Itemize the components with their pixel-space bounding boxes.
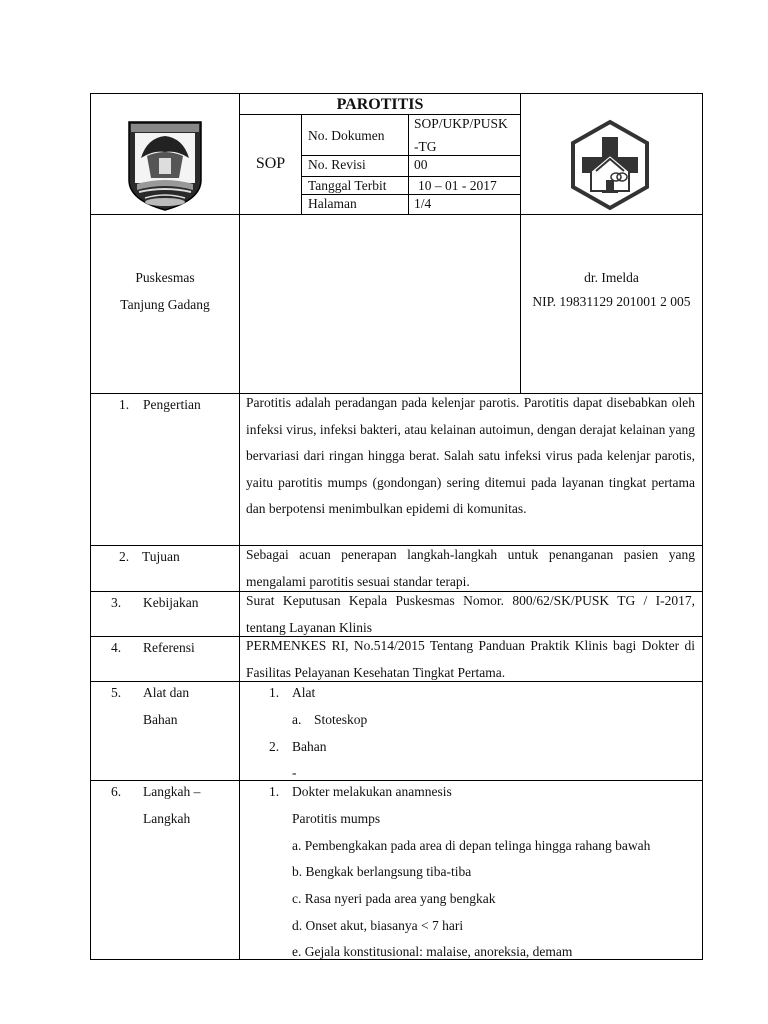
section-number: 3. xyxy=(111,595,122,610)
list-item: Bahan xyxy=(292,739,327,754)
regency-emblem-logo xyxy=(127,120,203,212)
doc-number-label: No. Dokumen xyxy=(308,128,385,143)
puskesmas-logo xyxy=(569,119,651,211)
page-label: Halaman xyxy=(308,196,357,211)
section-text: PERMENKES RI, No.514/2015 Tentang Panduan Praktik Klinis bagi Dokter di Fasilitas Pelayanan Kesehatan Tingkat Pertama. xyxy=(246,638,695,680)
list-letter: a. xyxy=(292,712,302,727)
section-title: Alat dan xyxy=(143,685,190,700)
list-number: 2. xyxy=(269,739,280,754)
list-item: Stoteskop xyxy=(314,712,368,727)
list-item: Alat xyxy=(292,685,316,700)
list-item: d. Onset akut, biasanya < 7 hari xyxy=(292,918,464,933)
org-location: Tanjung Gadang xyxy=(120,297,210,312)
document-title: PAROTITIS xyxy=(336,96,424,113)
org-name: Puskesmas xyxy=(135,270,195,285)
section-number: 1. xyxy=(119,397,130,412)
section-number: 5. xyxy=(111,685,122,700)
list-number: 1. xyxy=(269,784,280,799)
section-title-cont: Langkah xyxy=(143,811,191,826)
sop-label: SOP xyxy=(255,155,286,172)
list-number: 1. xyxy=(269,685,280,700)
section-title-cont: Bahan xyxy=(143,712,178,727)
section-text: Sebagai acuan penerapan langkah-langkah untuk penanganan pasien yang mengalami parotitis sesuai standar terapi. xyxy=(246,547,695,589)
doc-number-value: SOP/UKP/PUSK xyxy=(414,116,508,131)
section-title: Kebijakan xyxy=(143,595,199,610)
section-text: Parotitis adalah peradangan pada kelenjar parotis. Parotitis dapat disebabkan oleh infeksi virus, infeksi bakteri, atau kelainan autoimun, dengan derajat kelainan yang bervariasi dari ringan hingga berat. Salah satu infeksi virus pada kelenjar parotis, yaitu parotitis mumps (gondongan) sering ditemui pada layanan tingkat pertama dan berpotensi menimbulkan epidemi di komunitas. xyxy=(246,395,695,517)
issue-date-value: 10 – 01 - 2017 xyxy=(418,178,497,193)
list-subheading: Parotitis mumps xyxy=(292,811,381,826)
section-number: 2. xyxy=(119,549,130,564)
section-title: Tujuan xyxy=(142,549,180,564)
list-item: Dokter melakukan anamnesis xyxy=(292,784,452,799)
doc-number-value-cont: -TG xyxy=(414,139,437,154)
section-number: 6. xyxy=(111,784,122,799)
issue-date-label: Tanggal Terbit xyxy=(308,178,387,193)
section-title: Pengertian xyxy=(143,397,201,412)
signatory-nip: NIP. 19831129 201001 2 005 xyxy=(532,294,691,309)
list-item: a. Pembengkakan pada area di depan telinga hingga rahang bawah xyxy=(292,838,651,853)
revision-label: No. Revisi xyxy=(308,157,366,172)
list-item: - xyxy=(292,765,297,780)
list-item: e. Gejala konstitusional: malaise, anoreksia, demam xyxy=(292,944,573,959)
section-text: Surat Keputusan Kepala Puskesmas Nomor. 800/62/SK/PUSK TG / I-2017, tentang Layanan Klinis xyxy=(246,593,695,635)
list-item: b. Bengkak berlangsung tiba-tiba xyxy=(292,864,472,879)
section-title: Referensi xyxy=(143,640,195,655)
section-title: Langkah – xyxy=(143,784,201,799)
list-item: c. Rasa nyeri pada area yang bengkak xyxy=(292,891,496,906)
section-number: 4. xyxy=(111,640,122,655)
revision-value: 00 xyxy=(414,157,428,172)
signatory-name: dr. Imelda xyxy=(584,270,639,285)
page-value: 1/4 xyxy=(414,196,432,211)
